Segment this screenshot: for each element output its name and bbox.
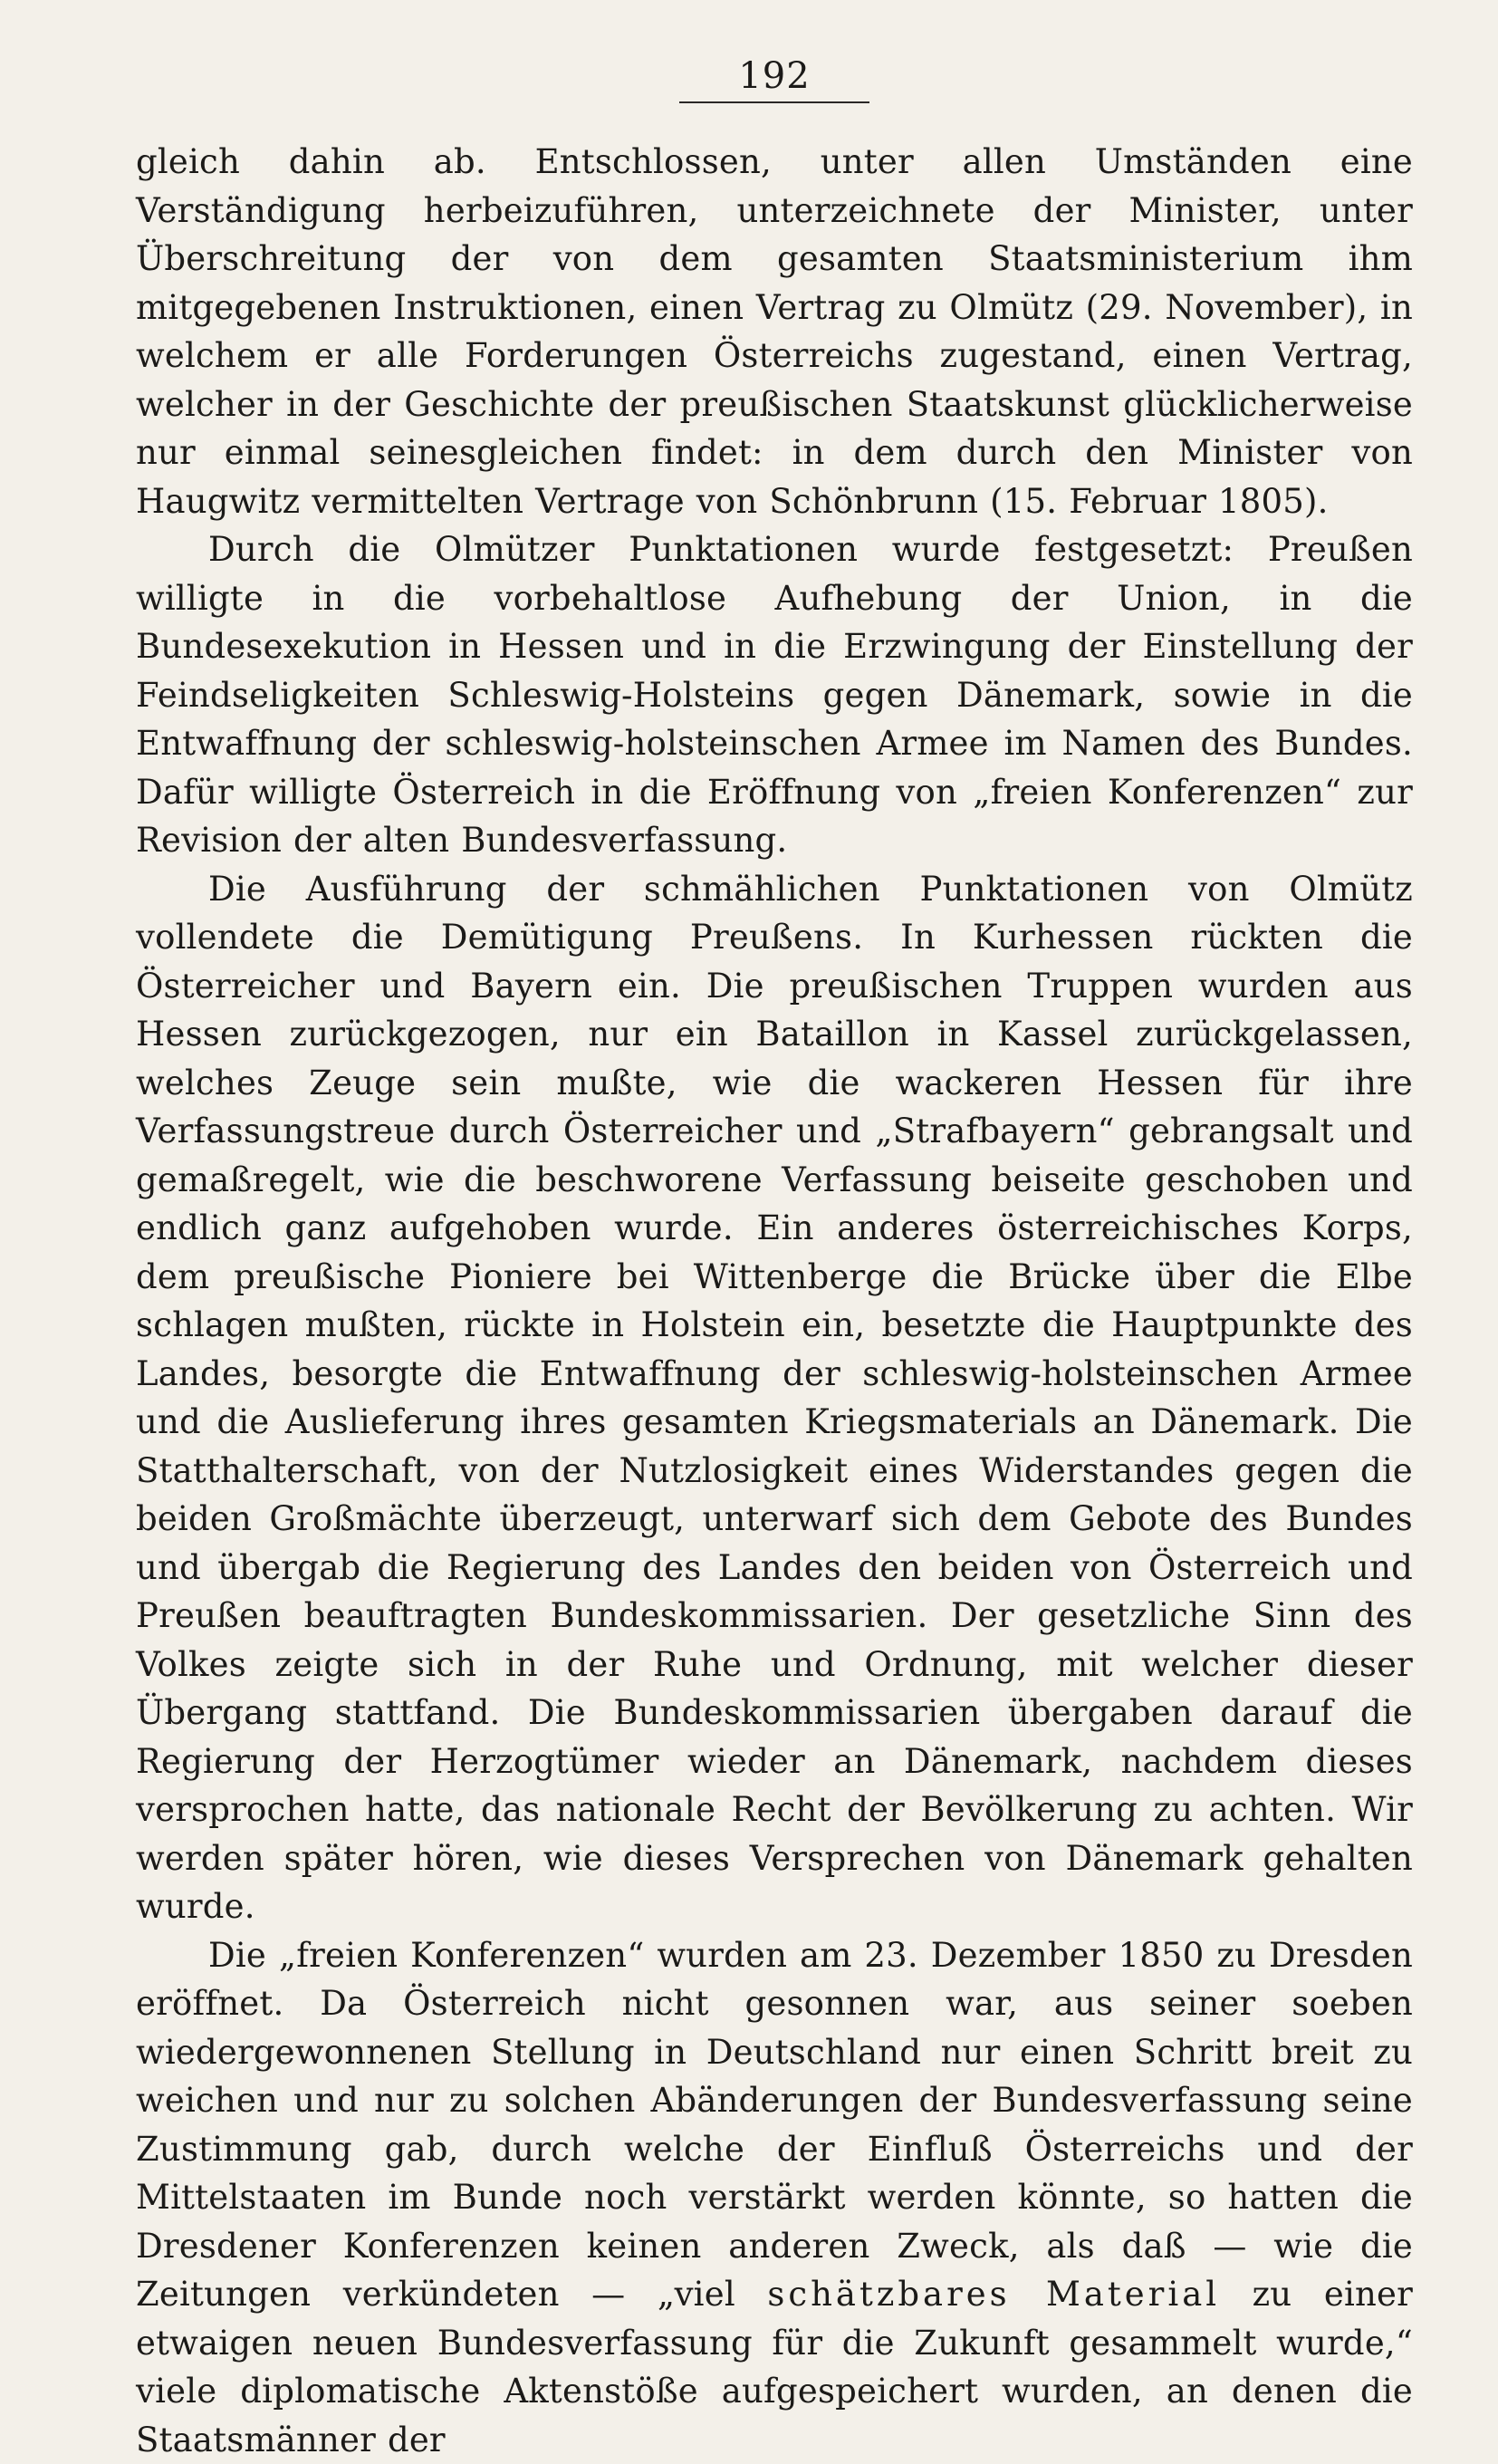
paragraph-4: [136, 1931, 1413, 2464]
paragraph-1: gleich dahin ab. Entschlossen, unter allen Umständen eine Verständigung herbeizuführen, unterzeichnete der Minister, unter Überschreitung der von dem gesamten Staatsministerium ihm mitgegebenen Instruktionen, einen Vertrag zu Olmütz (29. November), in welchem er alle Forderungen Österreichs zugestand, einen Vertrag, welcher in der Geschichte der preußischen Staatskunst glücklicherweise nur einmal seinesgleichen findet: in dem durch den Minister von Haugwitz vermittelten Vertrage von Schönbrunn (15. Februar 1805).: [136, 138, 1413, 525]
page-number: 192: [136, 54, 1413, 98]
paragraph-4-text-end: zu einer etwaigen neuen Bundesverfassung für die Zukunft gesammelt wurde,“ viele diplomatische Aktenstöße aufgespeichert wurden, an denen die Staatsmänner der: [136, 2275, 1413, 2459]
page-number-rule: [679, 101, 869, 103]
document-page: [136, 54, 1413, 2265]
paragraph-2: Durch die Olmützer Punktationen wurde festgesetzt: Preußen willigte in die vorbehaltlose Aufhebung der Union, in die Bundesexekution in Hessen und in die Erzwingung der Einstellung der Feindseligkeiten Schleswig-Holsteins gegen Dänemark, sowie in die Entwaffnung der schleswig-holsteinschen Armee im Namen des Bundes. Dafür willigte Österreich in die Eröffnung von „freien Konferenzen“ zur Revision der alten Bundesverfassung.: [136, 525, 1413, 865]
body-text: [136, 138, 1413, 2464]
paragraph-4-emphasis: schätzbares Material: [767, 2275, 1220, 2314]
paragraph-3: Die Ausführung der schmählichen Punktationen von Olmütz vollendete die Demütigung Preußens. In Kurhessen rückten die Österreicher und Bayern ein. Die preußischen Truppen wurden aus Hessen zurückgezogen, nur ein Bataillon in Kassel zurückgelassen, welches Zeuge sein mußte, wie die wackeren Hessen für ihre Verfassungstreue durch Österreicher und „Strafbayern“ gebrangsalt und gemaßregelt, wie die beschworene Verfassung beiseite geschoben und endlich ganz aufgehoben wurde. Ein anderes österreichisches Korps, dem preußische Pioniere bei Wittenberge die Brücke über die Elbe schlagen mußten, rückte in Holstein ein, besetzte die Hauptpunkte des Landes, besorgte die Entwaffnung der schleswig-holsteinschen Armee und die Auslieferung ihres gesamten Kriegsmaterials an Dänemark. Die Statthalterschaft, von der Nutzlosigkeit eines Widerstandes gegen die beiden Großmächte überzeugt, unterwarf sich dem Gebote des Bundes und übergab die Regierung des Landes den beiden von Österreich und Preußen beauftragten Bundeskommissarien. Der gesetzliche Sinn des Volkes zeigte sich in der Ruhe und Ordnung, mit welcher dieser Übergang stattfand. Die Bundeskommissarien übergaben darauf die Regierung der Herzogtümer wieder an Dänemark, nachdem dieses versprochen hatte, das nationale Recht der Bevölkerung zu achten. Wir werden später hören, wie dieses Versprechen von Dänemark gehalten wurde.: [136, 865, 1413, 1931]
paragraph-4-text-start: Die „freien Konferenzen“ wurden am 23. Dezember 1850 zu Dresden eröffnet. Da Österreich nicht gesonnen war, aus seiner soeben wiedergewonnenen Stellung in Deutschland nur einen Schritt breit zu weichen und nur zu solchen Abänderungen der Bundesverfassung seine Zustimmung gab, durch welche der Einfluß Österreichs und der Mittelstaaten im Bunde noch verstärkt werden könnte, so hatten die Dresdener Konferenzen keinen anderen Zweck, als daß — wie die Zeitungen verkündeten — „viel: [136, 1936, 1413, 2315]
